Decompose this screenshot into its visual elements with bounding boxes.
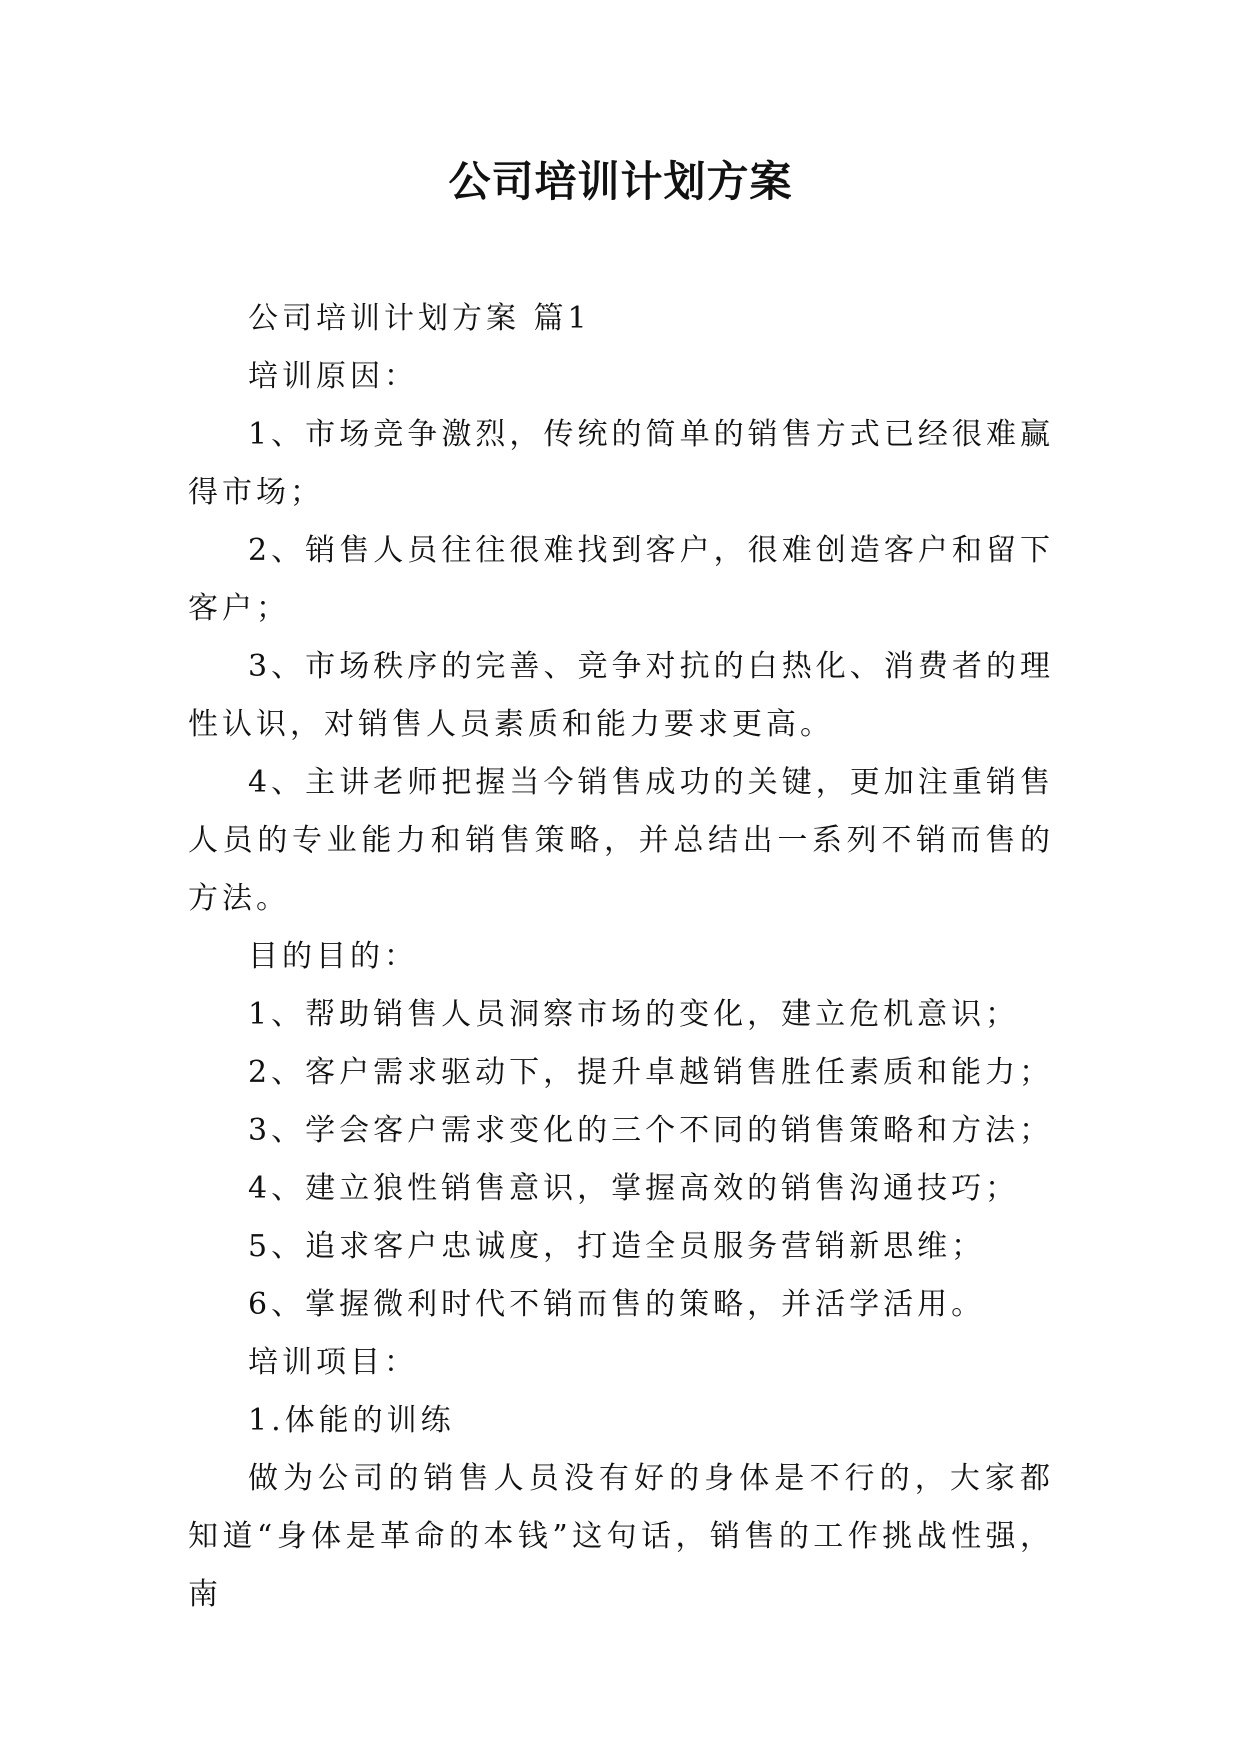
- subheading-goals: 目的目的：: [248, 939, 418, 974]
- subheading-training-items: 培训项目：: [248, 1345, 418, 1380]
- document-title: 公司培训计划方案: [448, 157, 793, 206]
- goal-item: 3、学会客户需求变化的三个不同的销售策略和方法；: [248, 1113, 1054, 1148]
- reason-item: 1、市场竞争激烈，传统的简单的销售方式已经很难赢得市场；: [188, 417, 1054, 510]
- subheading-training-reasons: 培训原因：: [248, 359, 418, 394]
- goal-item: 1、帮助销售人员洞察市场的变化，建立危机意识；: [248, 997, 1020, 1032]
- section-heading: 公司培训计划方案 篇1: [248, 301, 591, 336]
- goal-item: 6、掌握微利时代不销而售的策略，并活学活用。: [248, 1287, 986, 1322]
- reason-item: 3、市场秩序的完善、竞争对抗的白热化、消费者的理性认识，对销售人员素质和能力要求更高。: [188, 649, 1054, 742]
- training-item-title: 1.体能的训练: [248, 1403, 455, 1438]
- reason-item: 2、销售人员往往很难找到客户，很难创造客户和留下客户；: [188, 533, 1054, 626]
- goal-item: 5、追求客户忠诚度，打造全员服务营销新思维；: [248, 1229, 986, 1264]
- goal-item: 2、客户需求驱动下，提升卓越销售胜任素质和能力；: [248, 1055, 1054, 1090]
- reason-item: 4、主讲老师把握当今销售成功的关键，更加注重销售人员的专业能力和销售策略，并总结出一系列不销而售的方法。: [188, 765, 1054, 916]
- body-paragraph: 做为公司的销售人员没有好的身体是不行的，大家都知道“身体是革命的本钱”这句话，销售的工作挑战性强，南: [188, 1461, 1054, 1612]
- document-body: [188, 290, 1054, 1624]
- goal-item: 4、建立狼性销售意识，掌握高效的销售沟通技巧；: [248, 1171, 1020, 1206]
